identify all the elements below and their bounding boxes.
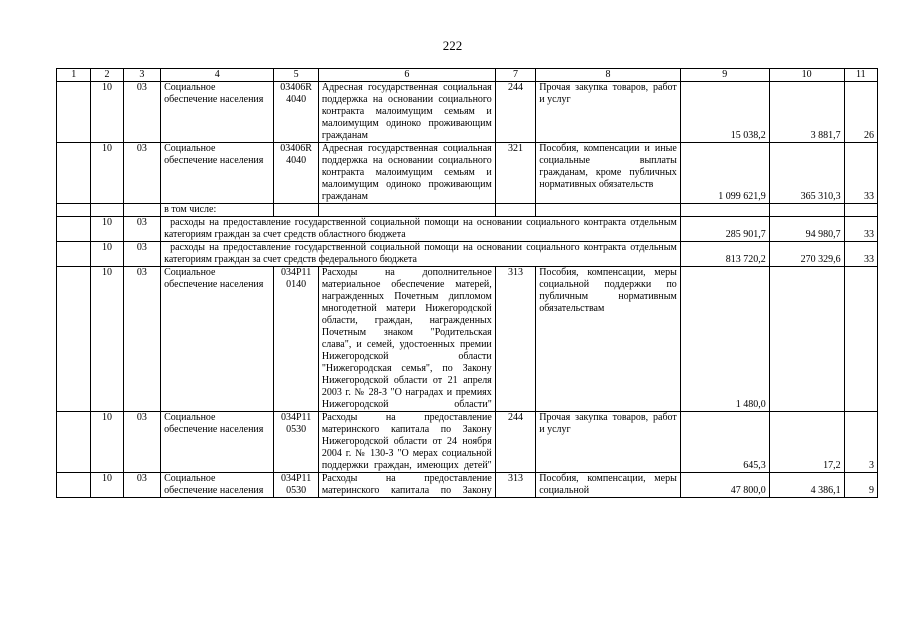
target-article-code: 034P11 0530 [274, 412, 318, 473]
section-name: Социальное обеспечение населения [161, 267, 274, 412]
expense-type-code: 244 [495, 82, 535, 143]
col-header-5: 5 [274, 69, 318, 82]
article-description: Адресная государственная социальная поддержка на основании социального контракта малоимущим семьям и малоимущим одиноко проживающим гражданам [318, 143, 495, 204]
section-name: Социальное обеспечение населения [161, 412, 274, 473]
col-header-2: 2 [91, 69, 123, 82]
amount-col9: 15 038,2 [680, 82, 769, 143]
expense-type-code: 313 [495, 473, 535, 498]
percent-col11: 26 [844, 82, 877, 143]
expense-type-name: Пособия, компенсации и иные социальные выплаты гражданам, кроме публичных нормативных обязательств [536, 143, 681, 204]
table-row [57, 412, 878, 473]
col-header-11: 11 [844, 69, 877, 82]
including-label: в том числе: [161, 204, 274, 217]
table-row [57, 82, 878, 143]
section-code: 10 [91, 82, 123, 143]
section-code: 10 [91, 412, 123, 473]
percent-col11: 3 [844, 412, 877, 473]
sub-item-description: расходы на предоставление государственной социальной помощи на основании социального контракта отдельным категориям граждан за счет средств федерального бюджета [161, 242, 681, 267]
amount-col9: 645,3 [680, 412, 769, 473]
col-header-8: 8 [536, 69, 681, 82]
section-name: Социальное обеспечение населения [161, 143, 274, 204]
section-code: 10 [91, 473, 123, 498]
expense-type-code: 321 [495, 143, 535, 204]
subsection-code: 03 [123, 267, 160, 412]
subsection-code: 03 [123, 473, 160, 498]
target-article-code: 034P11 0140 [274, 267, 318, 412]
target-article-code: 034P11 0530 [274, 473, 318, 498]
section-code: 10 [91, 143, 123, 204]
amount-col10 [769, 267, 844, 412]
amount-col9: 1 099 621,9 [680, 143, 769, 204]
expense-type-code: 313 [495, 267, 535, 412]
percent-col11: 33 [844, 242, 877, 267]
article-description: Расходы на предоставление материнского капитала по Закону Нижегородской области от 24 ноября 2004 г. № 130-З "О мерах социальной поддержки граждан, имеющих детей" [318, 412, 495, 473]
percent-col11: 33 [844, 143, 877, 204]
table-row-including [57, 204, 878, 217]
percent-col11: 33 [844, 217, 877, 242]
col-header-10: 10 [769, 69, 844, 82]
table-row [57, 267, 878, 412]
header-row [57, 69, 878, 82]
col-header-9: 9 [680, 69, 769, 82]
expense-type-name: Прочая закупка товаров, работ и услуг [536, 82, 681, 143]
section-name: Социальное обеспечение населения [161, 82, 274, 143]
amount-col9: 813 720,2 [680, 242, 769, 267]
table-row-sub [57, 217, 878, 242]
article-description: Расходы на предоставление материнского капитала по Закону [318, 473, 495, 498]
amount-col9: 1 480,0 [680, 267, 769, 412]
col-header-7: 7 [495, 69, 535, 82]
percent-col11: 9 [844, 473, 877, 498]
article-description: Расходы на дополнительное материальное обеспечение матерей, награжденных Почетным дипломом многодетной матери Нижегородской области, граждан, награжденных Почетным знаком "Родительская слава", и семей, удостоенных премии Нижегородской области "Нижегородская семья", по Закону Нижегородской области от 21 апреля 2003 г. № 28-З "О наградах и премиях Нижегородской области" [318, 267, 495, 412]
col-header-6: 6 [318, 69, 495, 82]
amount-col10: 3 881,7 [769, 82, 844, 143]
subsection-code: 03 [123, 412, 160, 473]
article-description: Адресная государственная социальная поддержка на основании социального контракта малоимущим семьям и малоимущим одиноко проживающим гражданам [318, 82, 495, 143]
amount-col9: 47 800,0 [680, 473, 769, 498]
col-header-1: 1 [57, 69, 91, 82]
budget-table [56, 68, 878, 498]
target-article-code: 03406R 4040 [274, 82, 318, 143]
section-code: 10 [91, 217, 123, 242]
amount-col10: 4 386,1 [769, 473, 844, 498]
amount-col10: 270 329,6 [769, 242, 844, 267]
percent-col11 [844, 267, 877, 412]
amount-col10: 365 310,3 [769, 143, 844, 204]
page-number: 222 [442, 38, 463, 53]
col-header-3: 3 [123, 69, 160, 82]
amount-col10: 17,2 [769, 412, 844, 473]
col-header-4: 4 [161, 69, 274, 82]
amount-col9: 285 901,7 [680, 217, 769, 242]
section-code: 10 [91, 267, 123, 412]
subsection-code: 03 [123, 143, 160, 204]
expense-type-code: 244 [495, 412, 535, 473]
subsection-code: 03 [123, 217, 160, 242]
expense-type-name: Пособия, компенсации, меры социальной поддержки по публичным нормативным обязательствам [536, 267, 681, 412]
target-article-code: 03406R 4040 [274, 143, 318, 204]
table-row-sub [57, 242, 878, 267]
expense-type-name: Пособия, компенсации, меры социальной [536, 473, 681, 498]
table-row [57, 143, 878, 204]
section-code: 10 [91, 242, 123, 267]
table-row [57, 473, 878, 498]
expense-type-name: Прочая закупка товаров, работ и услуг [536, 412, 681, 473]
subsection-code: 03 [123, 242, 160, 267]
section-name: Социальное обеспечение населения [161, 473, 274, 498]
sub-item-description: расходы на предоставление государственной социальной помощи на основании социального контракта отдельным категориям граждан за счет средств областного бюджета [161, 217, 681, 242]
amount-col10: 94 980,7 [769, 217, 844, 242]
subsection-code: 03 [123, 82, 160, 143]
